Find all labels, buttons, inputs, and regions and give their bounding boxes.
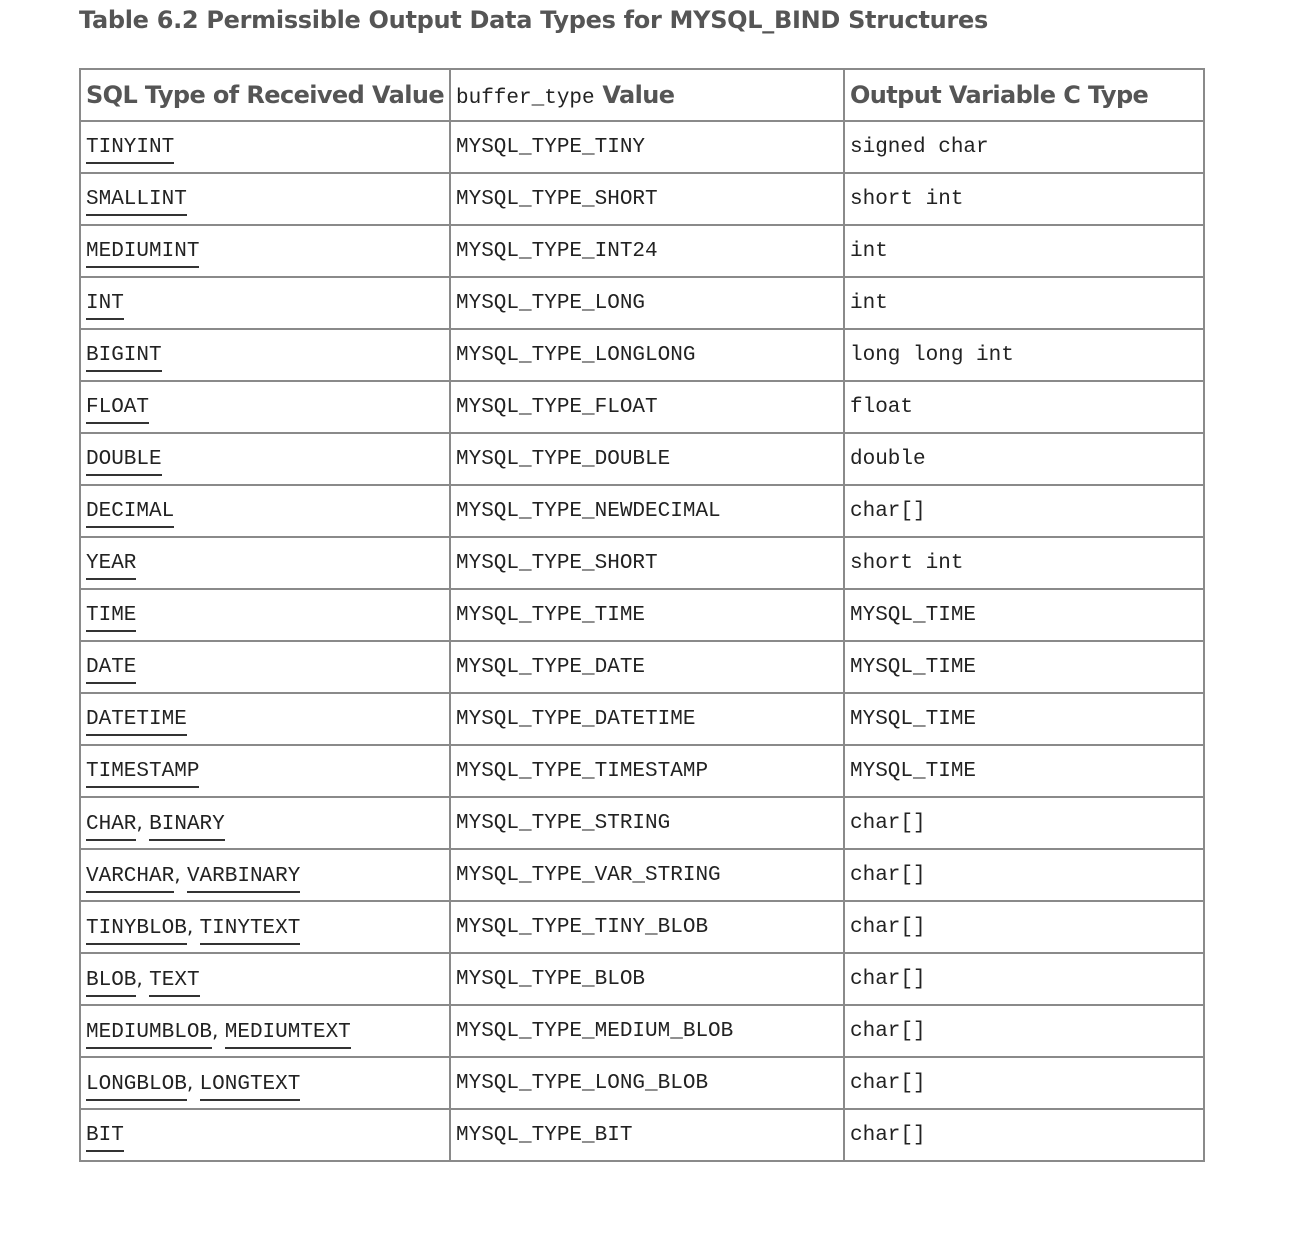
table-row [80,1109,1204,1161]
c-type-cell: short int [844,173,1204,225]
sql-type-link[interactable]: TIME [86,604,136,632]
c-type-cell: char[] [844,1109,1204,1161]
c-type-cell: MYSQL_TIME [844,589,1204,641]
separator: , [136,810,150,834]
sql-type-cell [80,797,450,849]
sql-type-cell [80,1109,450,1161]
c-type-cell: char[] [844,953,1204,1005]
sql-type-cell [80,1057,450,1109]
separator: , [186,1070,200,1094]
sql-type-cell [80,433,450,485]
sql-type-link[interactable]: BINARY [149,813,225,841]
separator: , [136,966,150,990]
c-type-cell: MYSQL_TIME [844,745,1204,797]
sql-type-cell [80,173,450,225]
buffer-type-cell: MYSQL_TYPE_TINY_BLOB [450,901,844,953]
header-buffer-type-text: Value [602,80,675,109]
separator: , [186,914,200,938]
table-row [80,173,1204,225]
sql-type-cell [80,745,450,797]
table-row [80,641,1204,693]
sql-type-cell [80,485,450,537]
sql-type-link[interactable]: INT [86,292,124,320]
table-row [80,121,1204,173]
c-type-cell: char[] [844,1005,1204,1057]
sql-type-link[interactable]: TINYTEXT [200,917,301,945]
sql-type-cell [80,589,450,641]
sql-type-cell [80,693,450,745]
sql-type-link[interactable]: BIT [86,1124,124,1152]
c-type-cell: char[] [844,485,1204,537]
sql-type-link[interactable]: TEXT [149,969,199,997]
c-type-cell: char[] [844,901,1204,953]
separator: , [174,862,187,886]
c-type-cell: int [844,225,1204,277]
table-row [80,485,1204,537]
c-type-cell: MYSQL_TIME [844,693,1204,745]
table-row [80,1005,1204,1057]
table-row [80,901,1204,953]
sql-type-link[interactable]: TINYBLOB [86,917,187,945]
sql-type-link[interactable]: CHAR [86,813,136,841]
output-data-types-table [79,68,1205,1162]
sql-type-link[interactable]: VARCHAR [86,865,174,893]
sql-type-cell [80,225,450,277]
buffer-type-cell: MYSQL_TYPE_BIT [450,1109,844,1161]
buffer-type-cell: MYSQL_TYPE_BLOB [450,953,844,1005]
sql-type-cell [80,121,450,173]
header-buffer-type [450,69,844,121]
buffer-type-cell: MYSQL_TYPE_SHORT [450,537,844,589]
c-type-cell: short int [844,537,1204,589]
sql-type-link[interactable]: FLOAT [86,396,149,424]
sql-type-cell [80,953,450,1005]
table-row [80,797,1204,849]
c-type-cell: MYSQL_TIME [844,641,1204,693]
buffer-type-cell: MYSQL_TYPE_DOUBLE [450,433,844,485]
sql-type-link[interactable]: LONGTEXT [200,1073,301,1101]
table-row [80,381,1204,433]
sql-type-cell [80,329,450,381]
c-type-cell: float [844,381,1204,433]
sql-type-link[interactable]: VARBINARY [187,865,300,893]
c-type-cell: int [844,277,1204,329]
table-row [80,1057,1204,1109]
c-type-cell: double [844,433,1204,485]
sql-type-link[interactable]: DOUBLE [86,448,162,476]
header-sql-type: SQL Type of Received Value [80,69,450,121]
sql-type-link[interactable]: LONGBLOB [86,1073,187,1101]
c-type-cell: char[] [844,849,1204,901]
table-row [80,329,1204,381]
buffer-type-cell: MYSQL_TYPE_NEWDECIMAL [450,485,844,537]
buffer-type-cell: MYSQL_TYPE_INT24 [450,225,844,277]
sql-type-link[interactable]: MEDIUMINT [86,240,199,268]
table-row [80,849,1204,901]
table-row [80,589,1204,641]
sql-type-link[interactable]: YEAR [86,552,136,580]
table-row [80,537,1204,589]
sql-type-link[interactable]: DECIMAL [86,500,174,528]
buffer-type-cell: MYSQL_TYPE_DATE [450,641,844,693]
table-row [80,693,1204,745]
sql-type-cell [80,277,450,329]
sql-type-cell [80,849,450,901]
sql-type-cell [80,641,450,693]
c-type-cell: char[] [844,797,1204,849]
buffer-type-cell: MYSQL_TYPE_DATETIME [450,693,844,745]
c-type-cell: char[] [844,1057,1204,1109]
buffer-type-cell: MYSQL_TYPE_MEDIUM_BLOB [450,1005,844,1057]
table-row [80,953,1204,1005]
table-row [80,745,1204,797]
buffer-type-cell: MYSQL_TYPE_FLOAT [450,381,844,433]
buffer-type-cell: MYSQL_TYPE_VAR_STRING [450,849,844,901]
sql-type-link[interactable]: TIMESTAMP [86,760,199,788]
buffer-type-cell: MYSQL_TYPE_TIME [450,589,844,641]
table-header-row [80,69,1204,121]
sql-type-link[interactable]: DATETIME [86,708,187,736]
sql-type-link[interactable]: TINYINT [86,136,174,164]
separator: , [212,1018,225,1042]
header-c-type: Output Variable C Type [844,69,1204,121]
sql-type-link[interactable]: DATE [86,656,136,684]
sql-type-cell [80,381,450,433]
buffer-type-cell: MYSQL_TYPE_LONGLONG [450,329,844,381]
sql-type-cell [80,901,450,953]
buffer-type-cell: MYSQL_TYPE_TINY [450,121,844,173]
table-row [80,225,1204,277]
buffer-type-cell: MYSQL_TYPE_LONG_BLOB [450,1057,844,1109]
table-row [80,433,1204,485]
sql-type-link[interactable]: MEDIUMBLOB [86,1021,212,1049]
c-type-cell: signed char [844,121,1204,173]
sql-type-cell [80,537,450,589]
sql-type-link[interactable]: BIGINT [86,344,162,372]
sql-type-link[interactable]: BLOB [86,969,136,997]
table-row [80,277,1204,329]
c-type-cell: long long int [844,329,1204,381]
table-title: Table 6.2 Permissible Output Data Types for MYSQL_BIND Structures [79,6,988,34]
buffer-type-cell: MYSQL_TYPE_LONG [450,277,844,329]
sql-type-cell [80,1005,450,1057]
sql-type-link[interactable]: SMALLINT [86,188,187,216]
buffer-type-cell: MYSQL_TYPE_SHORT [450,173,844,225]
buffer-type-cell: MYSQL_TYPE_STRING [450,797,844,849]
header-buffer-type-code: buffer_type [456,86,595,110]
sql-type-link[interactable]: MEDIUMTEXT [225,1021,351,1049]
buffer-type-cell: MYSQL_TYPE_TIMESTAMP [450,745,844,797]
